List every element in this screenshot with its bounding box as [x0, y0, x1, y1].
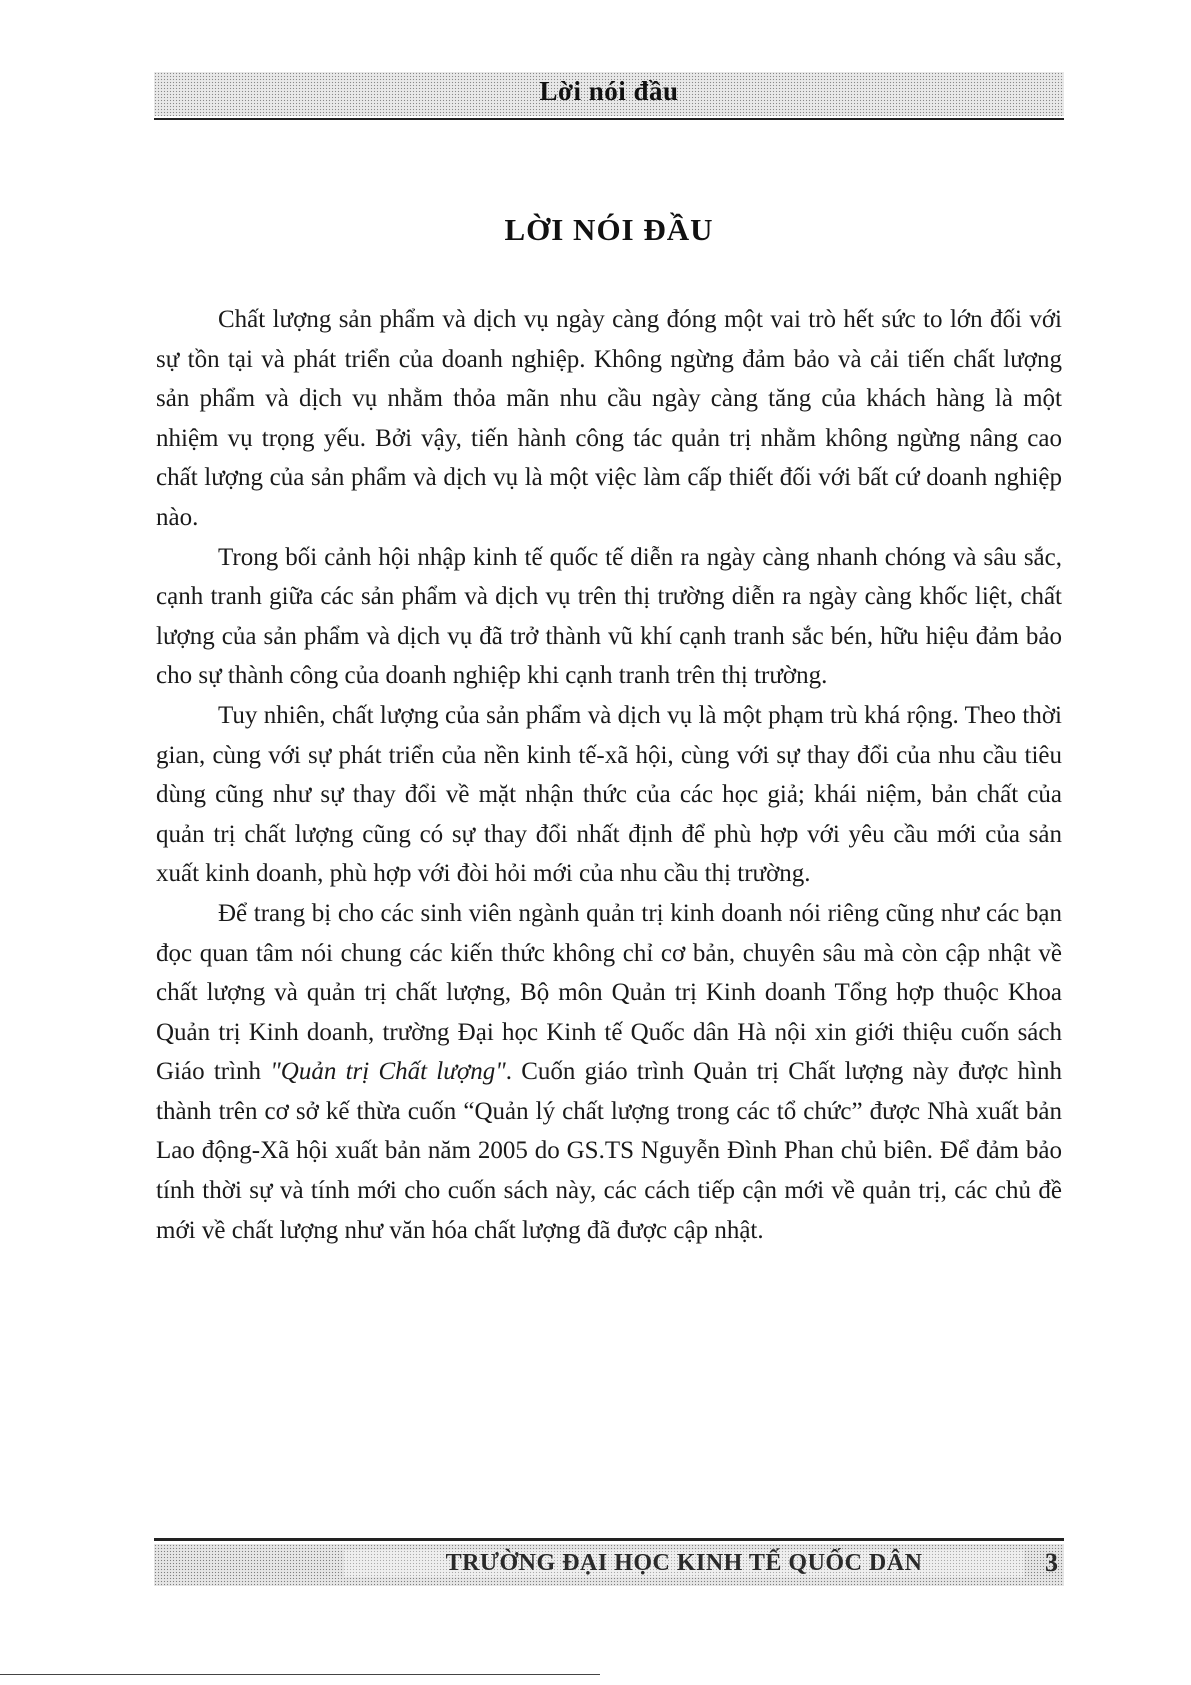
- header-rule: [154, 118, 1064, 120]
- paragraph-1: Chất lượng sản phẩm và dịch vụ ngày càng đóng một vai trò hết sức to lớn đối với sự tồn tại và phát triển của doanh nghiệp. Không ngừng đảm bảo và cải tiến chất lượng sản phẩm và dịch vụ nhằm thỏa mãn nhu cầu ngày càng tăng của khách hàng là một nhiệm vụ trọng yếu. Bởi vậy, tiến hành công tác quản trị nhằm không ngừng nâng cao chất lượng của sản phẩm và dịch vụ là một việc làm cấp thiết đối với bất cứ doanh nghiệp nào.: [156, 306, 1062, 531]
- page-title: LỜI NÓI ĐẦU: [504, 212, 714, 247]
- running-header: [154, 72, 1064, 116]
- scan-edge-line: [0, 1674, 600, 1675]
- paragraph-2: Trong bối cảnh hội nhập kinh tế quốc tế diễn ra ngày càng nhanh chóng và sâu sắc, cạnh tranh giữa các sản phẩm và dịch vụ trên thị trường diễn ra ngày càng khốc liệt, chất lượng của sản phẩm và dịch vụ đã trở thành vũ khí cạnh tranh sắc bén, hữu hiệu đảm bảo cho sự thành công của doanh nghiệp khi cạnh tranh trên thị trường.: [156, 543, 1062, 690]
- book-title-italic: "Quản trị Chất lượng": [270, 1058, 506, 1086]
- page-number: 3: [1045, 1548, 1058, 1577]
- paragraph-4-text-end: . Cuốn giáo trình Quản trị Chất lượng này được hình thành trên cơ sở kế thừa cuốn “Quản lý chất lượng trong các tổ chức” được Nhà xuất bản Lao động-Xã hội xuất bản năm 2005 do GS.TS Nguyễn Đình Phan chủ biên. Để đảm bảo tính thời sự và tính mới cho cuốn sách này, các cách tiếp cận mới về quản trị, các chủ đề mới về chất lượng như văn hóa chất lượng đã được cập nhật.: [156, 1058, 1062, 1244]
- running-footer: [154, 1544, 1064, 1586]
- body-text: [156, 300, 1062, 1250]
- footer-institution: TRƯỜNG ĐẠI HỌC KINH TẾ QUỐC DÂN: [344, 1550, 1024, 1577]
- paragraph-4: [156, 894, 1062, 1250]
- paragraph-4-text-start: Để trang bị cho các sinh viên ngành quản trị kinh doanh nói riêng cũng như các bạn đọc quan tâm nói chung các kiến thức không chỉ cơ bản, chuyên sâu mà còn cập nhật về chất lượng và quản trị chất lượng, Bộ môn Quản trị Kinh doanh Tổng hợp thuộc Khoa Quản trị Kinh doanh, trường Đại học Kinh tế Quốc dân Hà nội xin giới thiệu cuốn sách Giáo trình: [156, 899, 1062, 1086]
- footer-rule: [154, 1538, 1064, 1541]
- paragraph-3: Tuy nhiên, chất lượng của sản phẩm và dịch vụ là một phạm trù khá rộng. Theo thời gian, cùng với sự phát triển của nền kinh tế-xã hội, cùng với sự thay đổi của nhu cầu tiêu dùng cũng như sự thay đổi về mặt nhận thức của các học giả; khái niệm, bản chất của quản trị chất lượng cũng có sự thay đổi nhất định để phù hợp với yêu cầu mới của sản xuất kinh doanh, phù hợp với đòi hỏi mới của nhu cầu thị trường.: [156, 701, 1062, 888]
- running-header-title: Lời nói đầu: [539, 76, 679, 106]
